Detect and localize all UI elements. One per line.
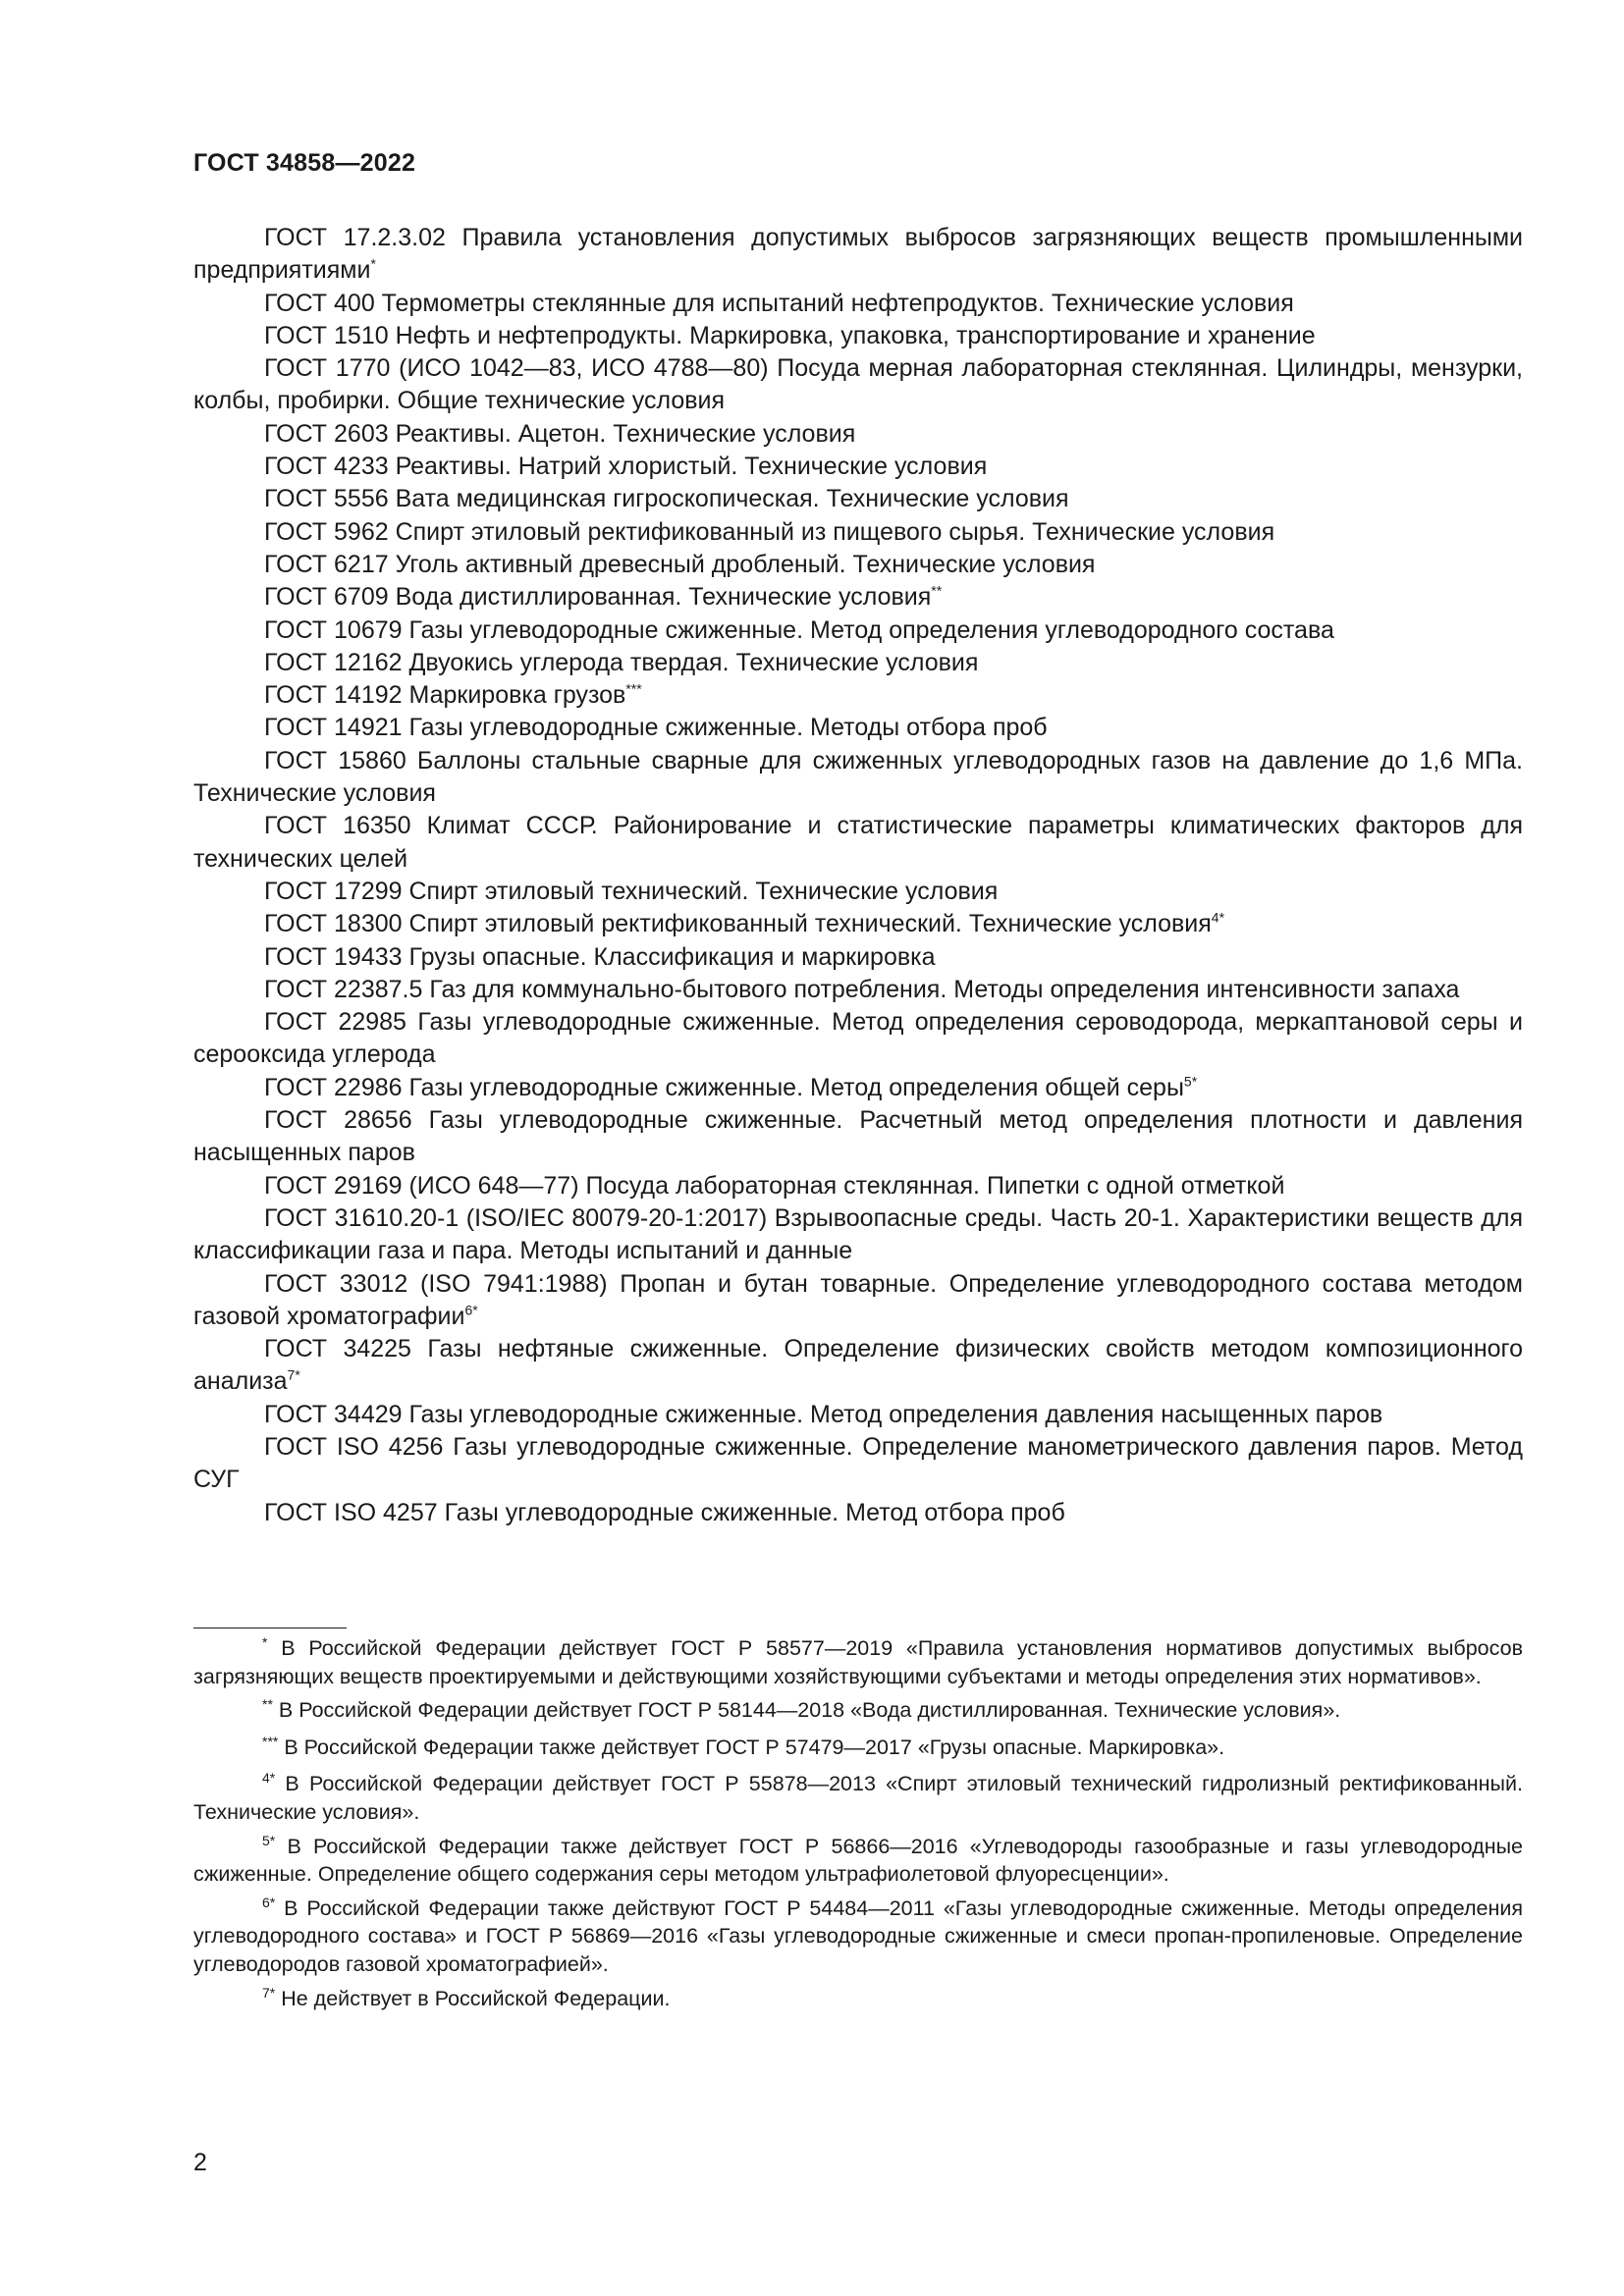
reference-text: ГОСТ 6709 Вода дистиллированная. Технические условия — [264, 583, 932, 612]
reference-text: ГОСТ 34429 Газы углеводородные сжиженные. Метод определения давления насыщенных паров — [264, 1400, 1383, 1428]
footnote — [193, 1895, 1523, 1979]
reference-entry — [193, 1072, 1523, 1104]
reference-text: ГОСТ 33012 (ISO 7941:1988) Пропан и бутан товарные. Определение углеводородного состава методом газовой хроматографии — [193, 1269, 1523, 1330]
footnote-text: В Российской Федерации действует ГОСТ Р 58144—2018 «Вода дистиллированная. Технические условия». — [278, 1698, 1341, 1723]
footnote-mark: 5* — [262, 1832, 276, 1848]
footnote-mark[interactable]: *** — [625, 680, 642, 697]
footnote-text: Не действует в Российской Федерации. — [281, 1986, 671, 2010]
reference-text: ГОСТ 10679 Газы углеводородные сжиженные. Метод определения углеводородного состава — [264, 615, 1334, 644]
reference-text: ГОСТ 15860 Баллоны стальные сварные для сжиженных углеводородных газов на давление до 1,6 МПа. Технические условия — [193, 746, 1523, 808]
reference-text: ГОСТ 28656 Газы углеводородные сжиженные. Расчетный метод определения плотности и давления насыщенных паров — [193, 1106, 1523, 1167]
reference-entry — [193, 1497, 1523, 1529]
document-header: ГОСТ 34858—2022 — [193, 149, 416, 177]
footnote-mark: 6* — [262, 1894, 276, 1910]
footnote — [193, 1734, 1523, 1762]
reference-text: ГОСТ 17.2.3.02 Правила установления допустимых выбросов загрязняющих веществ промышленными предприятиями — [193, 224, 1523, 285]
reference-entry — [193, 614, 1523, 647]
reference-entry — [193, 1333, 1523, 1399]
reference-text: ГОСТ 34225 Газы нефтяные сжиженные. Определение физических свойств методом композиционного анализа — [193, 1335, 1523, 1396]
footnote-text: В Российской Федерации действует ГОСТ Р 55878—2013 «Спирт этиловый технический гидролизный ректификованный. Технические условия». — [193, 1772, 1523, 1824]
reference-text: ГОСТ 22985 Газы углеводородные сжиженные. Метод определения сероводорода, меркаптановой серы и серооксида углерода — [193, 1008, 1523, 1069]
reference-entry — [193, 483, 1523, 515]
reference-text: ГОСТ 29169 (ИСО 648—77) Посуда лабораторная стеклянная. Пипетки с одной отметкой — [264, 1171, 1285, 1200]
reference-text: ГОСТ ISO 4257 Газы углеводородные сжиженные. Метод отбора проб — [264, 1498, 1065, 1526]
footnote-mark[interactable]: 6* — [464, 1302, 478, 1318]
footnote-mark[interactable]: * — [370, 255, 376, 272]
reference-text: ГОСТ 19433 Грузы опасные. Классификация и маркировка — [264, 942, 936, 971]
reference-entry — [193, 647, 1523, 679]
footnote-mark[interactable]: ** — [931, 582, 943, 599]
reference-entry — [193, 320, 1523, 352]
reference-entry — [193, 1431, 1523, 1497]
reference-entry — [193, 941, 1523, 974]
reference-text: ГОСТ 5962 Спирт этиловый ректификованный из пищевого сырья. Технические условия — [264, 517, 1275, 546]
reference-text: ГОСТ 14921 Газы углеводородные сжиженные. Методы отбора проб — [264, 714, 1048, 742]
footnote — [193, 1696, 1523, 1725]
footnote — [193, 1833, 1523, 1889]
reference-entry — [193, 745, 1523, 811]
reference-entry — [193, 1006, 1523, 1072]
reference-entry — [193, 581, 1523, 614]
normative-references-list — [193, 222, 1523, 1529]
reference-entry — [193, 549, 1523, 581]
reference-entry — [193, 1268, 1523, 1334]
page-number: 2 — [193, 2149, 207, 2176]
footnote-mark[interactable]: 7* — [287, 1367, 300, 1384]
reference-text: ГОСТ 1510 Нефть и нефтепродукты. Маркировка, упаковка, транспортирование и хранение — [264, 321, 1316, 349]
footnote-mark: 4* — [262, 1770, 276, 1787]
reference-entry — [193, 418, 1523, 451]
footnote — [193, 1770, 1523, 1826]
footnote-mark: ** — [262, 1696, 273, 1713]
footnote — [193, 1634, 1523, 1690]
reference-text: ГОСТ 4233 Реактивы. Натрий хлористый. Технические условия — [264, 453, 988, 481]
reference-text: ГОСТ 31610.20-1 (ISO/IEC 80079-20-1:2017) Взрывоопасные среды. Часть 20-1. Характеристики веществ для классификации газа и пара. Методы испытаний и данные — [193, 1203, 1523, 1265]
footnote-text: В Российской Федерации также действуют ГОСТ Р 54484—2011 «Газы углеводородные сжиженные. Методы определения углеводородного состава» и ГОСТ Р 56869—2016 «Газы углеводородные сжиженные и смеси пропан-пропиленовые. Определение углеводородов газовой хроматографией». — [193, 1896, 1523, 1976]
reference-entry — [193, 679, 1523, 712]
reference-text: ГОСТ 1770 (ИСО 1042—83, ИСО 4788—80) Посуда мерная лабораторная стеклянная. Цилиндры, мензурки, колбы, пробирки. Общие технические условия — [193, 354, 1523, 415]
reference-text: ГОСТ 400 Термометры стеклянные для испытаний нефтепродуктов. Технические условия — [264, 289, 1294, 317]
reference-entry — [193, 1104, 1523, 1170]
footnote-text: В Российской Федерации также действует ГОСТ Р 57479—2017 «Грузы опасные. Маркировка». — [284, 1735, 1225, 1759]
reference-entry — [193, 974, 1523, 1006]
footnote-mark[interactable]: 5* — [1183, 1073, 1198, 1090]
reference-entry — [193, 1170, 1523, 1202]
footnote — [193, 1985, 1523, 2013]
reference-text: ГОСТ 14192 Маркировка грузов — [264, 681, 626, 710]
footnote-text: В Российской Федерации действует ГОСТ Р 58577—2019 «Правила установления нормативов допустимых выбросов загрязняющих веществ проектируемыми и действующими хозяйствующими субъектами и методы определения этих нормативов». — [193, 1636, 1523, 1688]
reference-entry — [193, 1202, 1523, 1268]
reference-entry — [193, 1399, 1523, 1431]
reference-entry — [193, 516, 1523, 549]
footnote-mark: *** — [262, 1733, 279, 1749]
reference-entry — [193, 222, 1523, 288]
footnote-text: В Российской Федерации также действует ГОСТ Р 56866—2016 «Углеводороды газообразные и газы углеводородные сжиженные. Определение общего содержания серы методом ультрафиолетовой флуоресценции». — [193, 1834, 1523, 1887]
reference-entry — [193, 451, 1523, 483]
reference-text: ГОСТ 12162 Двуокись углерода твердая. Технические условия — [264, 648, 979, 676]
reference-entry — [193, 352, 1523, 418]
footnote-mark: * — [262, 1633, 268, 1650]
reference-entry — [193, 810, 1523, 876]
reference-text: ГОСТ 22387.5 Газ для коммунально-бытового потребления. Методы определения интенсивности запаха — [264, 975, 1460, 1003]
reference-entry — [193, 908, 1523, 940]
footnote-divider — [193, 1628, 347, 1629]
reference-text: ГОСТ 17299 Спирт этиловый технический. Технические условия — [264, 877, 999, 905]
reference-entry — [193, 288, 1523, 320]
reference-text: ГОСТ 2603 Реактивы. Ацетон. Технические условия — [264, 419, 856, 448]
footnotes-section — [193, 1634, 1523, 2018]
reference-text: ГОСТ 6217 Уголь активный древесный дробленый. Технические условия — [264, 550, 1096, 578]
reference-entry — [193, 876, 1523, 908]
reference-text: ГОСТ 5556 Вата медицинская гигроскопическая. Технические условия — [264, 485, 1069, 513]
reference-text: ГОСТ 16350 Климат СССР. Районирование и статистические параметры климатических факторов для технических целей — [193, 812, 1523, 873]
reference-entry — [193, 712, 1523, 744]
footnote-mark[interactable]: 4* — [1211, 909, 1225, 926]
reference-text: ГОСТ 22986 Газы углеводородные сжиженные. Метод определения общей серы — [264, 1073, 1184, 1101]
footnote-mark: 7* — [262, 1984, 276, 2001]
reference-text: ГОСТ ISO 4256 Газы углеводородные сжиженные. Определение манометрического давления паров. Метод СУГ — [193, 1432, 1523, 1494]
reference-text: ГОСТ 18300 Спирт этиловый ректификованный технический. Технические условия — [264, 910, 1212, 938]
